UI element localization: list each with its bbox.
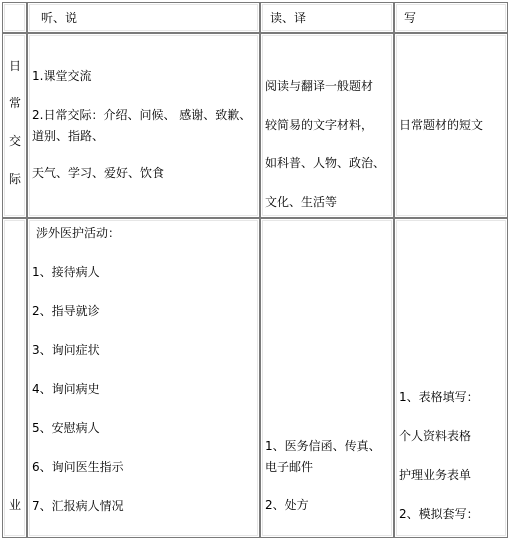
side-char: 际 [8,172,21,186]
side-char: 交 [8,134,21,148]
work-listen-item: 5、安慰病人 [32,421,100,435]
daily-listen-line: 道别、指路、 [32,129,105,143]
work-write-line: 1、表格填写： [399,390,479,404]
work-listen-item: 4、询问病史 [32,382,100,396]
work-read-line: 2、处方 [265,498,309,512]
work-read-cell [260,218,394,538]
work-read-line: 电子邮件 [265,460,314,474]
side-char: 常 [8,96,21,110]
daily-write-cell [394,33,508,218]
work-write-line: 护理业务表单 [399,468,472,482]
work-listen-item: 2、指导就诊 [32,304,100,318]
daily-read-cell [260,33,394,218]
header-side-cell [2,2,27,33]
daily-read-line: 阅读与翻译一般题材 [265,79,374,93]
daily-listen-line: 天气、学习、爱好、饮食 [32,166,165,180]
side-char: 日 [8,59,21,73]
work-write-cell [394,218,508,538]
work-listen-item: 6、询问医生指示 [32,460,124,474]
header-write-label: 写 [404,11,417,25]
work-read-line: 1、医务信函、传真、 [265,439,381,453]
work-write-line: 2、模拟套写： [399,507,479,521]
header-listen-speak [27,2,260,33]
side-char: 业 [8,498,21,512]
daily-read-line: 如科普、人物、政治、 [265,156,386,170]
daily-side-cell [2,33,27,218]
work-side-cell [2,218,27,538]
work-write-line: 个人资料表格 [399,429,472,443]
work-listen-title: 涉外医护活动： [36,226,121,240]
work-listen-item: 1、接待病人 [32,265,100,279]
daily-write-line: 日常题材的短文 [399,118,484,132]
header-write [394,2,508,33]
daily-read-line: 较简易的文字材料， [265,118,374,132]
work-listen-item: 7、汇报病人情况 [32,499,124,513]
header-listen-speak-label: 听、说 [41,11,78,25]
daily-read-line: 文化、生活等 [265,195,338,209]
daily-listen-line: 2.日常交际：介绍、问候、 感谢、致歉、 [32,108,252,122]
daily-listen-line: 1.课堂交流 [32,69,92,83]
daily-listen-cell [27,33,260,218]
header-read-translate-label: 读、译 [270,11,307,25]
header-read-translate [260,2,394,33]
work-listen-cell [27,218,260,538]
work-listen-item: 3、询问症状 [32,343,100,357]
